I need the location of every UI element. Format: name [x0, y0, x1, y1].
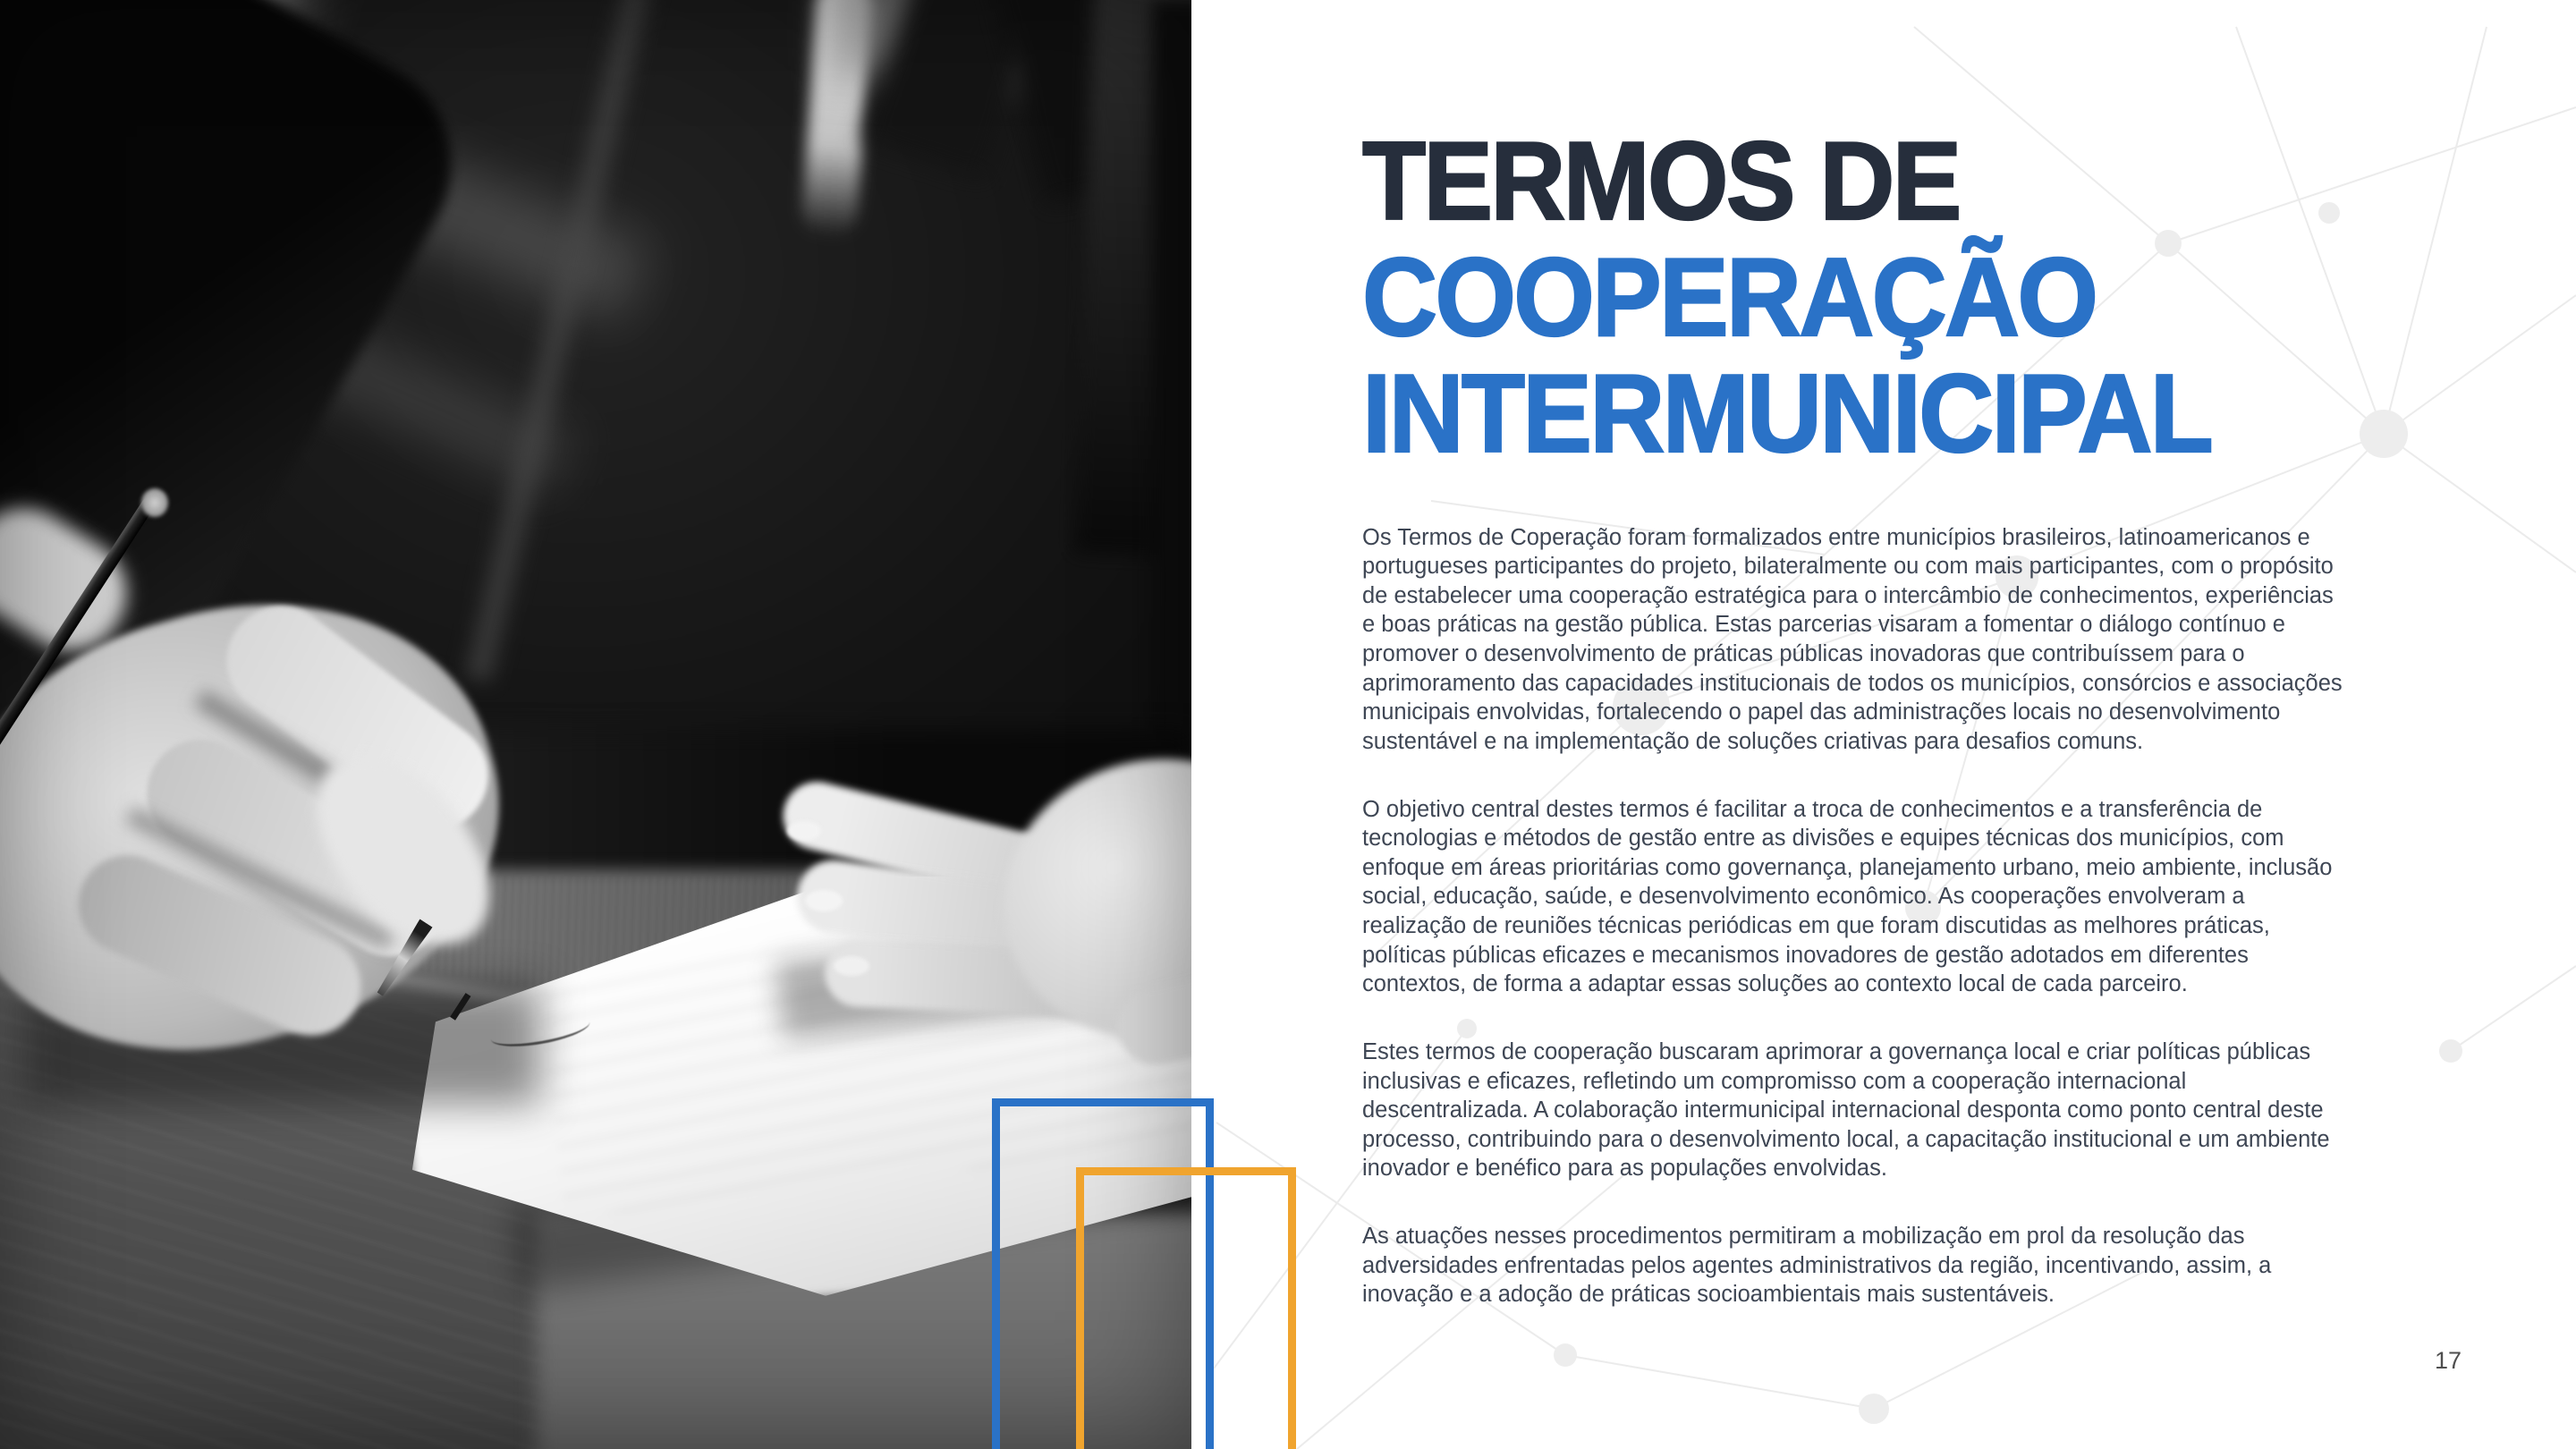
paragraph-3: Estes termos de cooperação buscaram aprimorar a governança local e criar políticas públicas inclusivas e eficazes, refletindo um compromisso com a cooperação internacional descentralizada. A colaboração intermunicipal internacional desponta como ponto central deste processo, contribuindo para o desenvolvimento local, a capacitação institucional e um ambiente inovador e benéfico para as populações envolvidas.	[1362, 1038, 2330, 1182]
page-number: 17	[2435, 1347, 2462, 1374]
page-title	[1362, 0, 2300, 477]
page-title-line-1: TERMOS DE	[1362, 120, 1960, 243]
page-title-line-3: INTERMUNICIPAL	[1362, 352, 2212, 477]
body-text	[1362, 523, 2346, 1309]
page-title-line-2: COOPERAÇÃO	[1362, 236, 2097, 360]
content-column	[1362, 0, 2360, 1348]
paragraph-4: As atuações nesses procedimentos permitiram a mobilização em prol da resolução das adversidades enfrentadas pelos agentes administrativos da região, incentivando, assim, a inovação e a adoção de práticas socioambientais mais sustentáveis.	[1362, 1224, 2272, 1308]
paragraph-1: Os Termos de Coperação foram formalizados entre municípios brasileiros, latinoamericanos e portugueses participantes do projeto, bilateralmente ou com mais participantes, com o propósito de estabelecer uma cooperação estratégica para o intercâmbio de conhecimentos, experiências e boas práticas na gestão pública. Estas parcerias visaram a fomentar o diálogo contínuo e promover o desenvolvimento de práticas públicas inovadoras que contribuíssem para o aprimoramento das capacidades institucionais de todos os municípios, consórcios e associações municipais envolvidas, fortalecendo o papel das administrações locais no desenvolvimento sustentável e na implementação de soluções criativas para desafios comuns.	[1362, 524, 2343, 754]
paragraph-2: O objetivo central destes termos é facilitar a troca de conhecimentos e a transferência de tecnologias e métodos de gestão entre as divisões e equipes técnicas dos municípios, com enfoque em áreas prioritárias como governança, planejamento urbano, meio ambiente, inclusão social, educação, saúde, e desenvolvimento econômico. As cooperações envolveram a realização de reuniões técnicas periódicas em que foram discutidas as melhores práticas, políticas públicas eficazes e mecanismos inovadores de gestão adotados em diferentes contextos, de forma a adaptar essas soluções ao contexto local de cada parceiro.	[1362, 796, 2333, 997]
decorative-rectangle-orange	[1076, 1167, 1296, 1449]
